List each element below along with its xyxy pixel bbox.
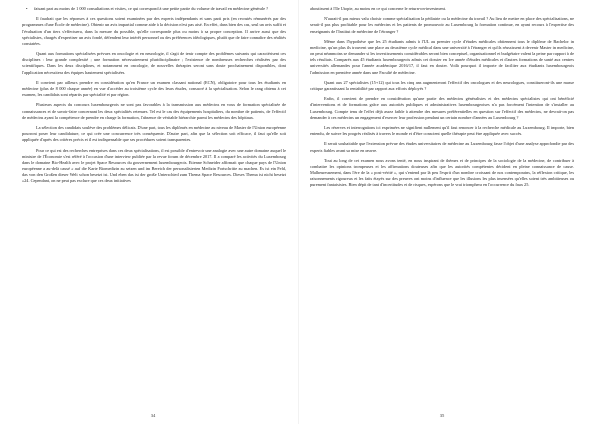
page-number-right: 35 <box>439 413 445 418</box>
paragraph: Pour ce qui est des recherches entreprises dans ces deux spécialisations, il est possible d'entrevoir une analogie avec une autre domaine auquel le ministre de l'Économie s'est référé à l'occasion d'une interview publiée par la revue forum de décembre 2017. Il a comparé les activités du Luxembourg dans le domaine Bio-Health avec le projet Space Resources du gouvernement luxembourgeois. Etienne Schneider affirmait que chaque pays de l'Union européenne a au-delà causé « auf die Karte Biomedizin zu setzen und im Bereich der personalisierten Medizin Fortschritte zu machen. Es ist ein Feld, das von den Großen dieser Welt schon besetzt ist. Und eben das ist der große Unterschied zum Thema Space Resources. Dieses Thema ist nicht besetzt »24. Cependant, on ne peut pas exclure que ces deux initiatives <box>22 147 286 184</box>
paragraph: Plusieurs aspects du concours luxembourgeois ne sont pas favorables à la transmission aux médecins en vous de formation spécialisée de connaissances et de savoir-faire concernant les deux spécialités retenues. Tel est le cas des équipements hospitaliers, du nombre de patients, de l'effectif de médecins ayant la compétence de prendre en charge la formation, l'absence de véritable hiérarchie parmi les médecins des hôpitaux. <box>22 102 286 120</box>
paragraph: Il serait souhaitable que l'extension prévue des études universitaires de médecine au Luxembourg fasse l'objet d'une analyse approfondie par des experts fiables avant sa mise en œuvre. <box>310 141 574 153</box>
paragraph: Il convient par ailleurs prendre en considération qu'en France un examen classant national (ECN), obligatoire pour tous les étudiants en médecine (plus de 8 000 chaque année) en vue d'accéder au troisième cycle des leurs études, consacré à la spécialisation. Selon le rang obtenu à cet examen, les candidats sont répartis par spécialité et par région. <box>22 79 286 98</box>
paragraph: Quant aux 27 spécialistes (15+12) qui tous les cinq ans augmenteront l'effectif des oncologues et des neurologues, constitueront-ils une masse critique garantissant la rentabilité par rapport aux efforts déployés ? <box>310 79 574 91</box>
paragraph: La sélection des candidats soulève des problèmes délicats. D'une part, tous les diplômés en médecine au niveau de Master de l'Union européenne pourront poser leur candidature, ce qui crée une concurrence très conséquente. D'autre part, afin que la sélection soit efficace, il faut qu'elle soit appliquée d'après des critères précis et il est indispensable que ses procédures soient transparentes. <box>22 124 286 143</box>
paragraph: Les réserves et interrogations ici exprimées ne signifient nullement qu'il faut renoncer à la recherche médicale au Luxembourg. Il importe, bien entendu, de suivre les progrès réalisés à travers le monde et d'être conscient quelle thérapie peut être appliquée avec succès. <box>310 124 574 137</box>
page-gutter <box>298 0 299 424</box>
left-page-text <box>22 6 286 184</box>
paragraph: Tout au long de cet examen nous avons tenté, en nous inspirant de thèmes et de principes de la sociologie de la médecine, de contribuer à combattre les opinions trompeuses et les affirmations douteuses afin que les autorités compétentes décident en pleine connaissance de cause. Malheureusement, dans l'ère de la « post-vérité », qui s'entend par là peu l'esprit d'un nombre croissant de nos contemporains, la réflexion critique, les raisonnements rigoureux et les faits étayés sur des preuves ont moins d'influence que les illusions les plus insensées qu'elles soient très ambitieuses ou purement fantaisistes. Bien dépit de tant d'incertitudes et de risques, espérons que le vrai triomphera en l'occurrence du faux 25. <box>310 157 574 188</box>
paragraph: Quant aux formations spécialisées prévues en oncologie et en neurologie, il s'agit de tenir compte des problèmes suivants qui caractérisent ces disciplines : leur grande complexité ; une formation nécessairement pluridisciplinaire ; l'existence de nombreuses recherches réalisées par des scientifiques. Dans les deux disciplines, et notamment en oncologie, de nouvelles thérapies seront sans doute prochainement disponibles, dont l'application nécessitera des équipes hautement spécialisées. <box>22 51 286 75</box>
paragraph: Il faudrait que les réponses à ces questions soient examinées par des experts indépendants et sans parti pris (en recrutés rémunérés par des programmes d'une École de médecine). Obtenir un avis impartial comme aide à la décision n'est pas aisé. En effet, dans bien des cas, seul un avis suffit et l'évaluation d'un tiers s'effectuera, dans la mesure du possible, qu'elle corresponde plus ou moins à sa propre conception. Il arrive aussi que des spécialistes, chargés d'expertiser un avis fondé, défendent leur intérêt personnel ou des préférences idéologiques, plutôt que de faire connaître des réalités constatées. <box>22 16 286 46</box>
paragraph: aboutissent à l'île Utopie, au moins en ce qui concerne le return-on-investment. <box>310 6 446 11</box>
paragraph: • faisant part au moins de 1 000 consultations et visites, ce qui correspond à une petite partie du volume de travail en médecine générale ? <box>22 6 286 12</box>
paragraph: N'aurait-il pas mieux valu choisir comme spécialisation la pédiatrie ou la médecine du travail ? Au lieu de mettre en place des spécialisations, ne serait-il pas plus profitable pour les médecins et les patients de promouvoir au Luxembourg la formation continue, en ayant recours à l'expertise des enseignants de l'Institut de médecine de l'étranger ? <box>310 16 574 34</box>
page-number-left: 34 <box>150 413 156 418</box>
left-page <box>22 6 286 418</box>
paragraph: Même dans l'hypothèse que les 25 étudiants admis à l'UL au premier cycle d'études médicales obtiennent tous le diplôme de Bachelor in medicine, qu'un plus ils trouvent une place au deuxième cycle médical dans une université à l'étranger et qu'ils réussissent à devenir Master in medicine, on peut néanmoins se demander si les investissements considérables seront bien conceptuel, organisationnel et budgétaire valent la peine par rapport à de tels résultats. Comparés aux 45 étudiants luxembourgeois admis cet dossier en 1re année d'études médicales et d'autres formations de santé aux centres universités allemandes pour l'année académique 2016/17, il faut en douter. Voilà pourquoi il importe de faciliter aux étudiants luxembourgeois l'admission en première année dans une Faculté de médecine. <box>310 38 574 75</box>
right-page-text <box>310 6 574 189</box>
paragraph: Enfin, il convient de prendre en considération qu'une partie des médecins généralistes et des médecins spécialistes qui ont bénéficié d'interventions et de formations grâce aux autorités publiques et administratives luxembourgeoises n'a pas forcément l'intention de s'installer au Luxembourg. Compte tenu de l'effet déjà assez faible à attendre des mesures préférentielles en question sur l'effectif des médecins, ne devrait-on pas demander à ces médecins un engagement d'exercer leur profession pendant un certain nombre d'années au Luxembourg ? <box>310 96 574 120</box>
right-page <box>310 6 574 418</box>
